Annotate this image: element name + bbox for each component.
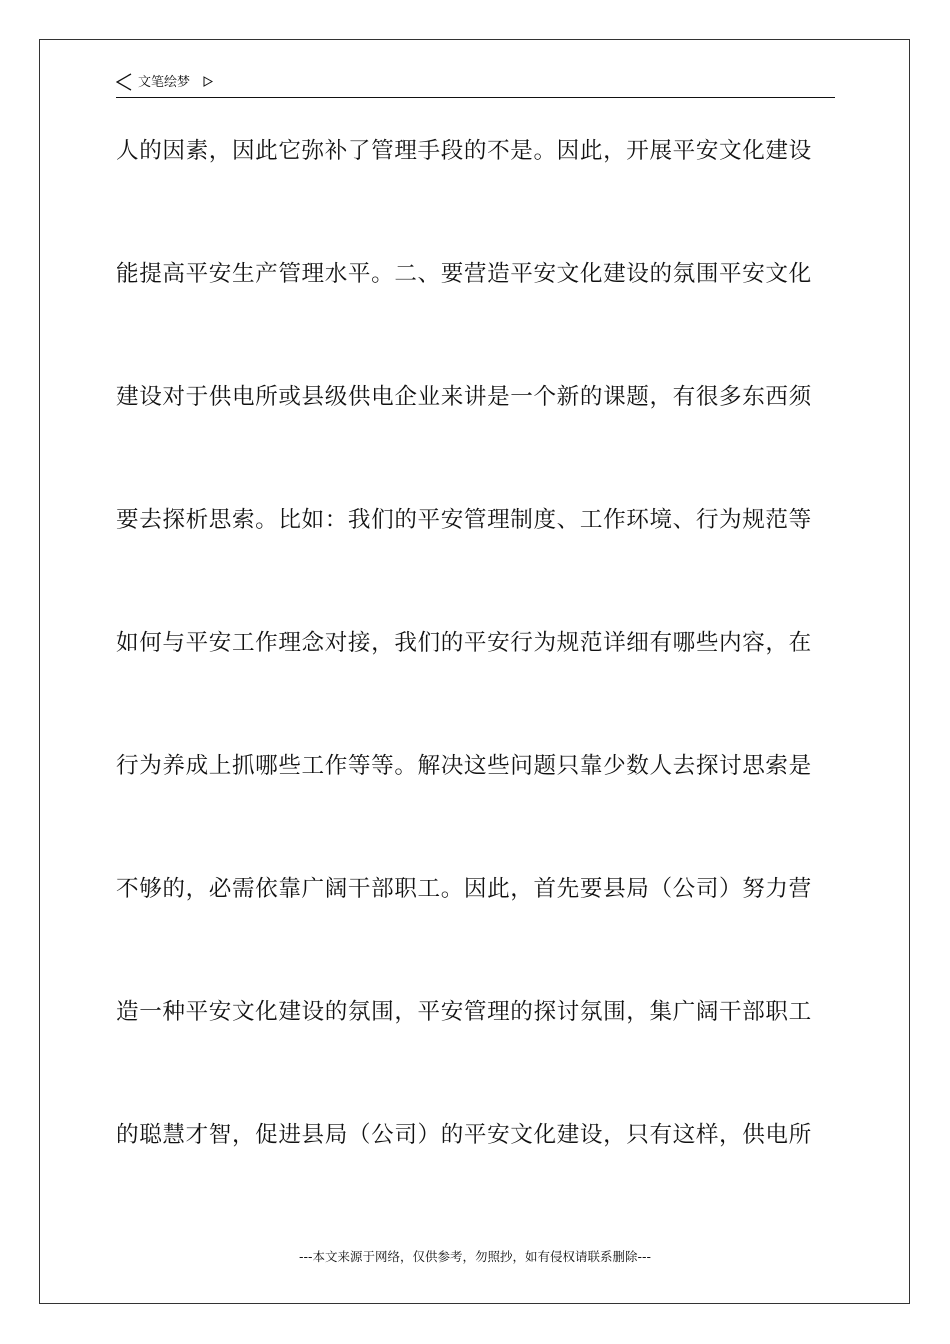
page-header (116, 70, 835, 98)
text-line-2: 能提高平安生产管理水平。二、要营造平安文化建设的氛围平安文化 (116, 261, 812, 287)
footer-notice: ---本文来源于网络，仅供参考，勿照抄，如有侵权请联系删除--- (298, 1249, 652, 1264)
text-line-5: 如何与平安工作理念对接，我们的平安行为规范详细有哪些内容，在 (116, 630, 812, 656)
left-arrow-icon (116, 73, 132, 91)
text-line-1: 人的因素，因此它弥补了管理手段的不是。因此，开展平安文化建设 (116, 138, 812, 164)
text-line-4: 要去探析思索。比如：我们的平安管理制度、工作环境、行为规范等 (116, 507, 812, 533)
right-arrow-icon (203, 76, 213, 87)
body-text (116, 120, 835, 1227)
text-line-6: 行为养成上抓哪些工作等等。解决这些问题只靠少数人去探讨思索是 (116, 753, 812, 779)
text-line-7: 不够的，必需依靠广阔干部职工。因此，首先要县局（公司）努力营 (116, 876, 812, 902)
brand-label: 文笔绘梦 (138, 75, 191, 90)
text-line-3: 建设对于供电所或县级供电企业来讲是一个新的课题，有很多东西须 (116, 384, 812, 410)
text-line-9: 的聪慧才智，促进县局（公司）的平安文化建设，只有这样，供电所 (116, 1122, 812, 1148)
text-line-8: 造一种平安文化建设的氛围，平安管理的探讨氛围，集广阔干部职工 (116, 999, 812, 1025)
